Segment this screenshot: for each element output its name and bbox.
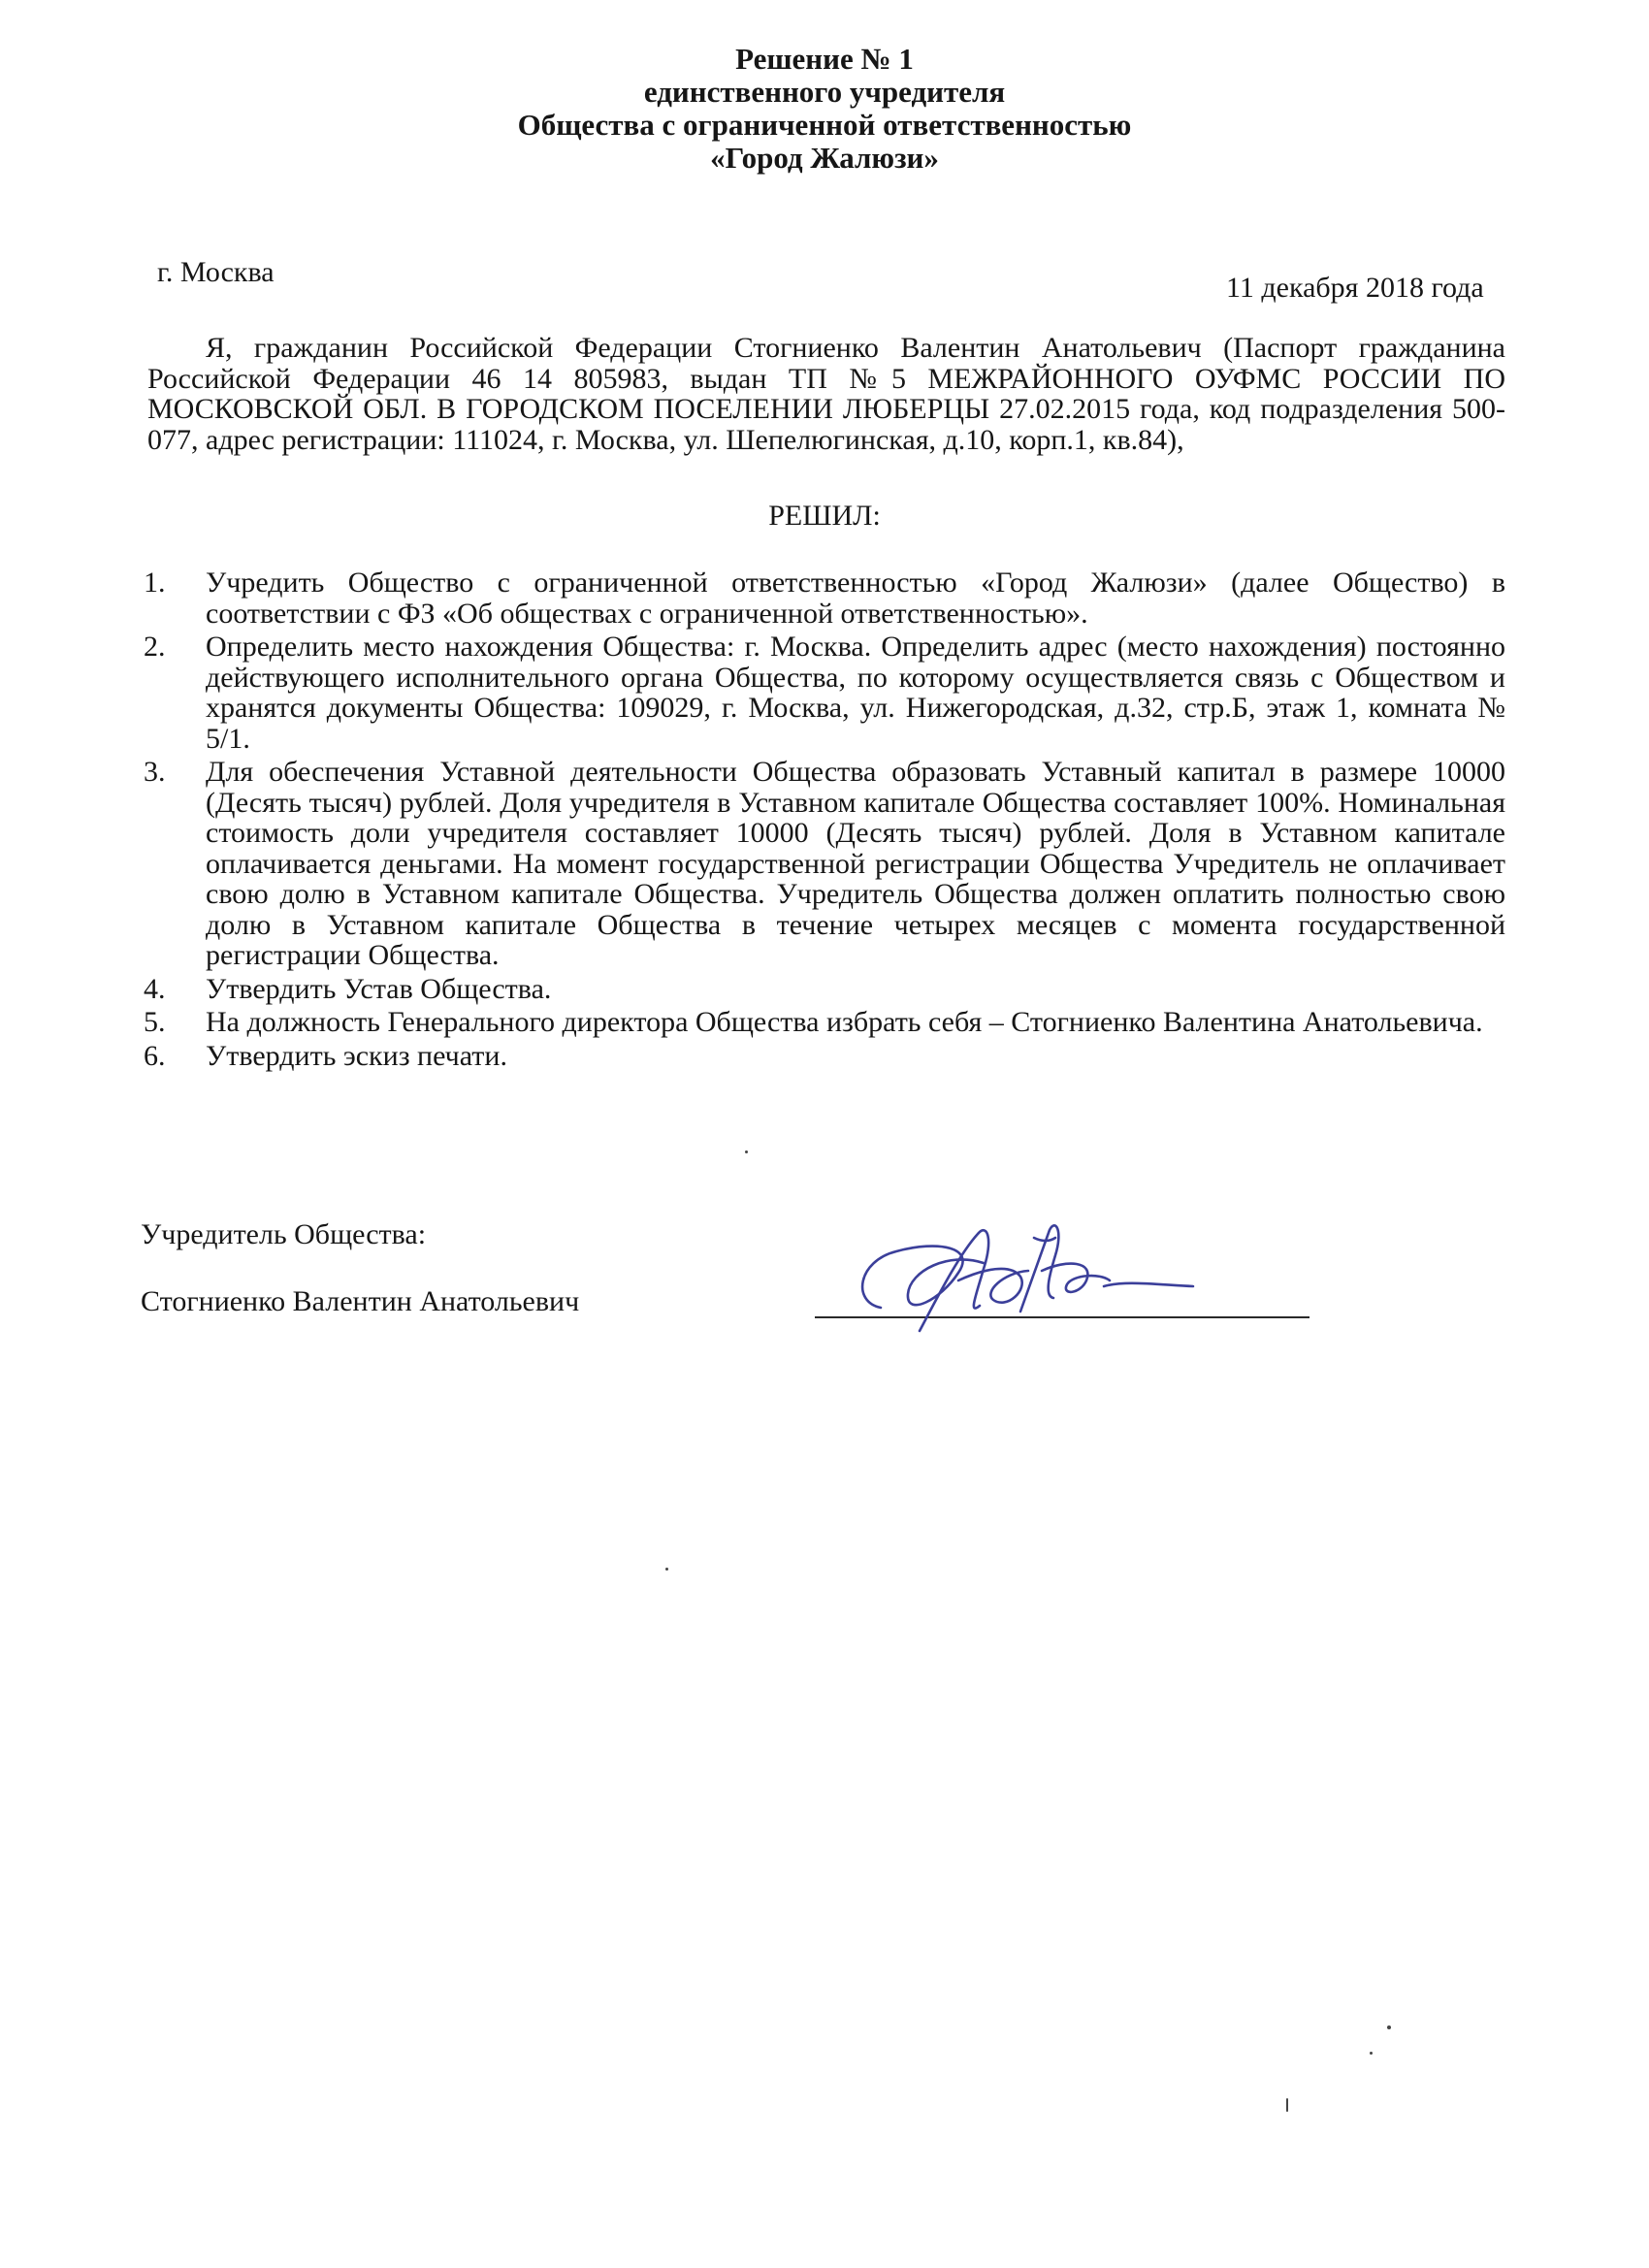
scan-speck bbox=[1370, 2052, 1373, 2055]
resolution-item-number: 3. bbox=[144, 756, 166, 788]
resolution-item-text: На должность Генерального директора Общества избрать себя – Стогниенко Валентина Анатольевича. bbox=[206, 1006, 1483, 1038]
resolution-item-text: Утвердить эскиз печати. bbox=[206, 1039, 507, 1072]
resolution-item-text: Учредить Общество с ограниченной ответственностью «Город Жалюзи» (далее Общество) в соответствии с ФЗ «Об обществах с ограниченной ответственностью». bbox=[206, 567, 1505, 630]
scan-speck bbox=[1286, 2098, 1288, 2112]
resolution-item-text: Определить место нахождения Общества: г. Москва. Определить адрес (место нахождения) постоянно действующего исполнительного органа Общества, по которому осуществляется связь с Обществом и хранятся документы Общества: 109029, г. Москва, ул. Нижегородская, д.32, стр.Б, этаж 1, комната № 5/1. bbox=[206, 631, 1505, 755]
signer-name: Стогниенко Валентин Анатольевич bbox=[141, 1285, 580, 1317]
resolution-item-number: 6. bbox=[144, 1039, 166, 1072]
resolution-item-number: 1. bbox=[144, 567, 166, 599]
resolved-heading: РЕШИЛ: bbox=[768, 500, 881, 532]
resolution-item bbox=[144, 974, 1505, 1005]
scan-speck bbox=[665, 1568, 668, 1571]
handwritten-signature bbox=[813, 1213, 1317, 1358]
scan-speck bbox=[1387, 2025, 1391, 2029]
title-company-name: «Город Жалюзи» bbox=[710, 141, 939, 175]
resolution-items bbox=[144, 567, 1505, 1074]
resolution-item-number: 2. bbox=[144, 631, 166, 663]
title-company-type: Общества с ограниченной ответственностью bbox=[517, 108, 1132, 142]
signature-strokes bbox=[862, 1225, 1193, 1331]
document-place: г. Москва bbox=[157, 256, 275, 288]
resolution-item-text: Утвердить Устав Общества. bbox=[206, 972, 552, 1005]
resolution-item-number: 4. bbox=[144, 972, 166, 1005]
scan-speck bbox=[745, 1150, 748, 1153]
document-title bbox=[0, 43, 1649, 175]
resolution-item bbox=[144, 632, 1505, 754]
resolution-item bbox=[144, 1041, 1505, 1072]
signer-label: Учредитель Общества: bbox=[141, 1218, 427, 1250]
resolution-item-text: Для обеспечения Уставной деятельности Общества образовать Уставный капитал в размере 10000 (Десять тысяч) рублей. Доля учредителя в Уставном капитале Общества составляет 100%. Номинальная стоимость доли учредителя составляет 10000 (Десять тысяч) рублей. Доля в Уставном капитале оплачивается деньгами. На момент государственной регистрации Общества Учредитель не оплачивает свою долю в Уставном капитале Общества. Учредитель Общества должен оплатить полностью свою долю в Уставном капитале Общества в течение четырех месяцев с момента государственной регистрации Общества. bbox=[206, 756, 1505, 971]
document-date: 11 декабря 2018 года bbox=[1226, 272, 1484, 304]
resolution-item bbox=[144, 757, 1505, 971]
title-sole-founder: единственного учредителя bbox=[643, 75, 1006, 109]
resolution-item-number: 5. bbox=[144, 1006, 166, 1038]
resolution-item bbox=[144, 1007, 1505, 1038]
resolution-item bbox=[144, 567, 1505, 629]
title-decision-number: Решение № 1 bbox=[735, 42, 914, 76]
founder-preamble: Я, гражданин Российской Федерации Стогниенко Валентин Анатольевич (Паспорт гражданина Российской Федерации 46 14 805983, выдан ТП №5 МЕЖРАЙОННОГО ОУФМС РОССИИ ПО МОСКОВСКОЙ ОБЛ. В ГОРОДСКОМ ПОСЕЛЕНИИ ЛЮБЕРЦЫ 27.02.2015 года, код подразделения 500-077, адрес регистрации: 111024, г. Москва, ул. Шепелюгинская, д.10, корп.1, кв.84), bbox=[147, 332, 1505, 456]
